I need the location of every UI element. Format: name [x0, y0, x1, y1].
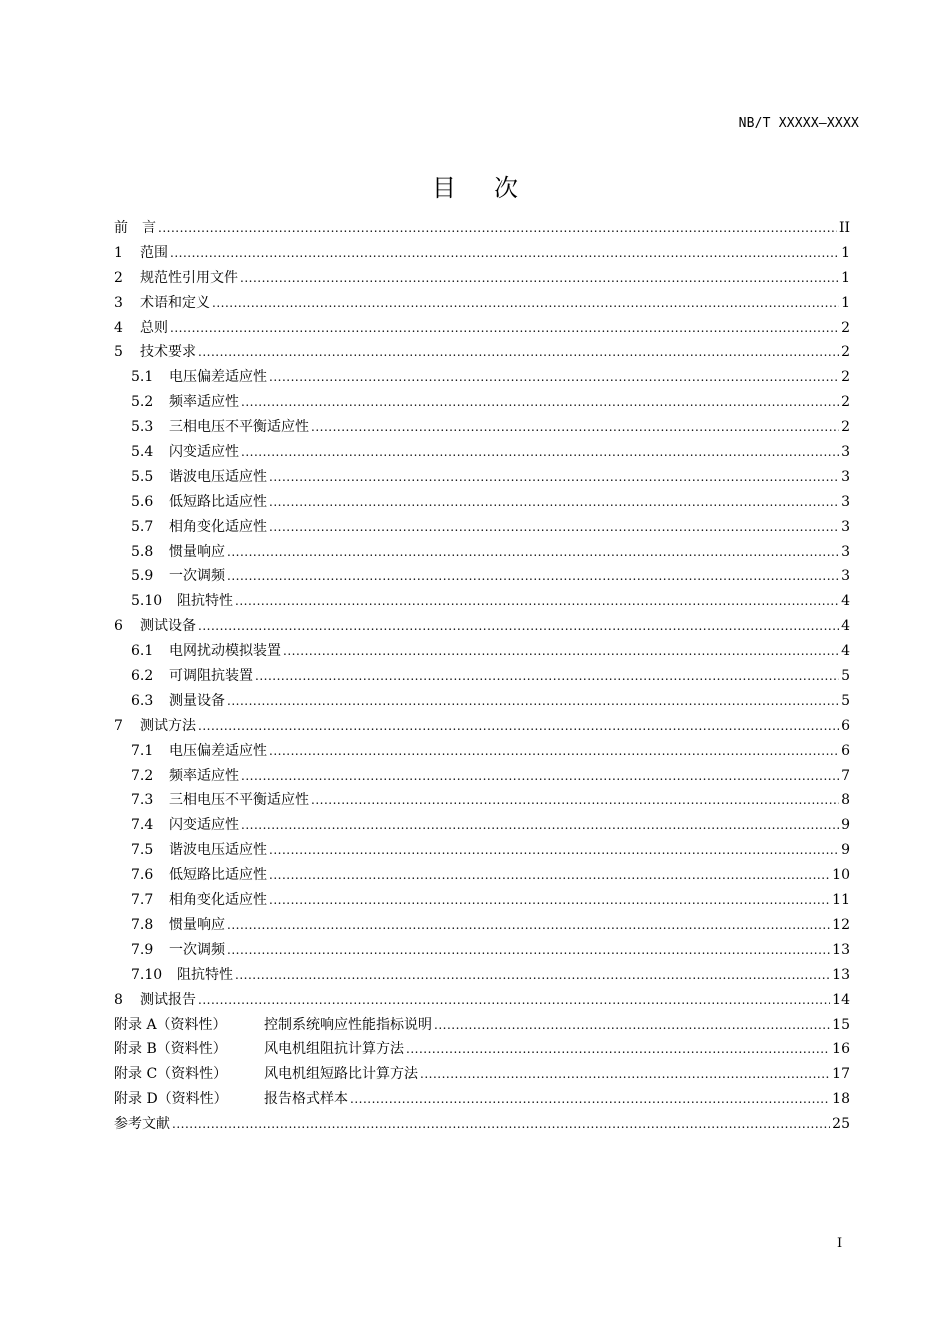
- toc-entry-page: 6: [841, 717, 850, 734]
- toc-entry-label: 频率适应性: [169, 394, 239, 411]
- toc-entry-label: 规范性引用文件: [140, 269, 238, 286]
- toc-entry-label: 测量设备: [169, 692, 225, 709]
- toc-entry-label: 报告格式样本: [264, 1091, 348, 1108]
- toc-entry-page: 13: [832, 941, 850, 958]
- toc-entry[interactable]: [114, 664, 850, 689]
- toc-entry-page: 2: [841, 369, 850, 386]
- toc-entry[interactable]: [114, 515, 850, 540]
- toc-entry-label: 术语和定义: [140, 294, 210, 311]
- toc-entry-number: 7.6: [131, 867, 154, 884]
- toc-entry[interactable]: [114, 1013, 850, 1038]
- toc-leader-dots: [241, 764, 839, 789]
- toc-entry-number: 附录 A（资料性）: [114, 1016, 227, 1033]
- toc-entry-label: 闪变适应性: [169, 444, 239, 461]
- toc-entry-label: 相角变化适应性: [169, 518, 267, 535]
- toc-leader-dots: [227, 913, 830, 938]
- toc-entry-number: 5: [114, 344, 123, 361]
- toc-entry-label: 风电机组阻抗计算方法: [264, 1041, 404, 1058]
- toc-entry-page: 1: [841, 294, 850, 311]
- toc-entry[interactable]: [114, 813, 850, 838]
- toc-leader-dots: [406, 1037, 830, 1062]
- toc-entry[interactable]: [114, 365, 850, 390]
- toc-leader-dots: [269, 465, 839, 490]
- toc-entry-label: 三相电压不平衡适应性: [169, 792, 309, 809]
- toc-leader-dots: [212, 291, 839, 316]
- toc-leader-dots: [227, 938, 830, 963]
- toc-leader-dots: [269, 863, 830, 888]
- toc-entry[interactable]: [114, 564, 850, 589]
- toc-entry[interactable]: [114, 614, 850, 639]
- standard-code: NB/T XXXXX—XXXX: [738, 116, 859, 131]
- toc-entry-page: 17: [832, 1066, 850, 1083]
- toc-entry-number: 6.2: [131, 668, 154, 685]
- toc-leader-dots: [198, 614, 839, 639]
- toc-leader-dots: [269, 739, 839, 764]
- toc-entry-label: 范围: [140, 244, 168, 261]
- toc-entry-number: 4: [114, 319, 123, 336]
- toc-leader-dots: [227, 540, 839, 565]
- toc-leader-dots: [170, 241, 839, 266]
- toc-entry[interactable]: [114, 291, 850, 316]
- toc-entry-label: 参考文献: [114, 1116, 170, 1133]
- toc-entry-number: 6.1: [131, 643, 154, 660]
- toc-entry-page: 5: [841, 692, 850, 709]
- toc-entry-label: 测试报告: [140, 991, 196, 1008]
- toc-entry[interactable]: [114, 465, 850, 490]
- toc-entry-page: 14: [832, 991, 850, 1008]
- toc-entry[interactable]: [114, 316, 850, 341]
- toc-leader-dots: [198, 714, 839, 739]
- toc-leader-dots: [235, 589, 839, 614]
- toc-leader-dots: [227, 689, 839, 714]
- toc-entry[interactable]: [114, 689, 850, 714]
- toc-leader-dots: [269, 515, 839, 540]
- toc-entry-number: 8: [114, 991, 123, 1008]
- toc-entry-page: 3: [841, 543, 850, 560]
- toc-entry-number: 2: [114, 269, 123, 286]
- toc-entry[interactable]: [114, 1112, 850, 1137]
- toc-entry-number: 7.7: [131, 892, 154, 909]
- page-title: 目次: [432, 174, 556, 202]
- toc-entry-number: 7.3: [131, 792, 154, 809]
- toc-entry-number: 5.8: [131, 543, 154, 560]
- toc-entry-label: 一次调频: [169, 568, 225, 585]
- toc-entry-number: 附录 D（资料性）: [114, 1091, 228, 1108]
- toc-entry-page: 11: [832, 892, 850, 909]
- toc-entry-label: 惯量响应: [169, 543, 225, 560]
- toc-entry-page: 2: [841, 319, 850, 336]
- toc-entry-label: 测试设备: [140, 618, 196, 635]
- toc-leader-dots: [269, 888, 830, 913]
- toc-leader-dots: [198, 988, 830, 1013]
- toc-entry-number: 附录 B（资料性）: [114, 1041, 227, 1058]
- page-number: I: [837, 1236, 843, 1251]
- toc-entry-page: 18: [832, 1091, 850, 1108]
- toc-entry-page: 15: [832, 1016, 850, 1033]
- toc-entry-page: 1: [841, 244, 850, 261]
- toc-entry-number: 7.10: [131, 966, 163, 983]
- toc-entry[interactable]: [114, 888, 850, 913]
- toc-leader-dots: [241, 813, 839, 838]
- toc-leader-dots: [350, 1087, 830, 1112]
- toc-entry-number: 5.2: [131, 394, 154, 411]
- toc-entry[interactable]: [114, 266, 850, 291]
- toc-entry-label: 前 言: [114, 220, 156, 236]
- toc-entry-number: 7.1: [131, 742, 154, 759]
- toc-leader-dots: [434, 1013, 830, 1038]
- toc-entry-label: 技术要求: [140, 344, 196, 361]
- toc-entry-label: 闪变适应性: [169, 817, 239, 834]
- toc-entry-page: 1: [841, 269, 850, 286]
- toc-entry-page: 10: [832, 867, 850, 884]
- toc-entry-page: 16: [832, 1041, 850, 1058]
- toc-leader-dots: [269, 365, 839, 390]
- toc-entry-page: 3: [841, 444, 850, 461]
- toc-leader-dots: [283, 639, 839, 664]
- toc-entry-page: 5: [841, 668, 850, 685]
- toc-leader-dots: [172, 1112, 830, 1137]
- toc-entry[interactable]: [114, 390, 850, 415]
- toc-entry-number: 7.9: [131, 941, 154, 958]
- toc-entry-number: 7.5: [131, 842, 154, 859]
- toc-leader-dots: [269, 490, 839, 515]
- toc-entry-page: 12: [832, 916, 850, 933]
- toc-entry-number: 5.4: [131, 444, 154, 461]
- toc-entry-page: 3: [841, 568, 850, 585]
- toc-entry-page: 3: [841, 468, 850, 485]
- toc-entry-page: II: [838, 220, 850, 236]
- toc-leader-dots: [198, 340, 839, 365]
- toc-entry-page: 8: [841, 792, 850, 809]
- toc-entry-page: 4: [841, 618, 850, 635]
- toc-leader-dots: [235, 963, 830, 988]
- toc-entry[interactable]: [114, 1087, 850, 1112]
- toc-leader-dots: [420, 1062, 830, 1087]
- toc-entry-label: 谐波电压适应性: [169, 468, 267, 485]
- toc-entry-number: 5.5: [131, 468, 154, 485]
- toc-leader-dots: [241, 440, 839, 465]
- toc-entry-label: 电网扰动模拟装置: [169, 643, 281, 660]
- toc-entry[interactable]: [114, 913, 850, 938]
- toc-entry-label: 电压偏差适应性: [169, 742, 267, 759]
- toc-entry-page: 2: [841, 419, 850, 436]
- table-of-contents: [114, 216, 850, 1137]
- toc-entry-label: 相角变化适应性: [169, 892, 267, 909]
- toc-leader-dots: [269, 838, 839, 863]
- toc-entry-label: 阻抗特性: [177, 966, 233, 983]
- toc-entry[interactable]: [114, 764, 850, 789]
- toc-entry-page: 3: [841, 493, 850, 510]
- toc-entry-number: 7.2: [131, 767, 154, 784]
- toc-entry-page: 25: [832, 1116, 850, 1133]
- toc-entry[interactable]: [114, 540, 850, 565]
- toc-entry[interactable]: [114, 788, 850, 813]
- toc-entry[interactable]: [114, 589, 850, 614]
- toc-entry[interactable]: [114, 415, 850, 440]
- toc-entry-label: 三相电压不平衡适应性: [169, 419, 309, 436]
- toc-entry-label: 可调阻抗装置: [169, 668, 253, 685]
- toc-entry[interactable]: [114, 714, 850, 739]
- toc-entry-label: 测试方法: [140, 717, 196, 734]
- toc-entry-number: 5.7: [131, 518, 154, 535]
- toc-entry-number: 5.1: [131, 369, 154, 386]
- toc-entry[interactable]: [114, 1037, 850, 1062]
- toc-entry-number: 5.10: [131, 593, 163, 610]
- toc-entry[interactable]: [114, 440, 850, 465]
- toc-leader-dots: [311, 415, 839, 440]
- toc-entry-label: 控制系统响应性能指标说明: [264, 1016, 432, 1033]
- toc-entry-number: 7: [114, 717, 123, 734]
- toc-leader-dots: [311, 788, 839, 813]
- toc-entry-page: 13: [832, 966, 850, 983]
- toc-entry[interactable]: [114, 241, 850, 266]
- toc-entry[interactable]: [114, 838, 850, 863]
- toc-entry-label: 电压偏差适应性: [169, 369, 267, 386]
- toc-entry-label: 频率适应性: [169, 767, 239, 784]
- toc-leader-dots: [158, 216, 837, 241]
- toc-entry-page: 9: [841, 817, 850, 834]
- toc-entry-label: 低短路比适应性: [169, 867, 267, 884]
- toc-entry-number: 1: [114, 244, 123, 261]
- toc-entry-number: 7.8: [131, 916, 154, 933]
- toc-entry[interactable]: [114, 938, 850, 963]
- toc-entry[interactable]: [114, 863, 850, 888]
- toc-entry-label: 一次调频: [169, 941, 225, 958]
- toc-entry[interactable]: [114, 1062, 850, 1087]
- toc-entry[interactable]: [114, 490, 850, 515]
- toc-entry-page: 2: [841, 344, 850, 361]
- toc-entry[interactable]: [114, 963, 850, 988]
- toc-entry-label: 阻抗特性: [177, 593, 233, 610]
- toc-entry-label: 谐波电压适应性: [169, 842, 267, 859]
- toc-leader-dots: [241, 390, 839, 415]
- toc-entry-page: 7: [841, 767, 850, 784]
- toc-entry-page: 4: [841, 593, 850, 610]
- toc-entry-number: 5.6: [131, 493, 154, 510]
- toc-entry[interactable]: [114, 216, 850, 241]
- toc-entry[interactable]: [114, 988, 850, 1013]
- toc-entry-number: 6.3: [131, 692, 154, 709]
- toc-entry-number: 5.3: [131, 419, 154, 436]
- toc-entry-number: 6: [114, 618, 123, 635]
- toc-entry-number: 5.9: [131, 568, 154, 585]
- toc-entry-number: 7.4: [131, 817, 154, 834]
- toc-leader-dots: [255, 664, 839, 689]
- toc-entry-page: 2: [841, 394, 850, 411]
- toc-entry-label: 低短路比适应性: [169, 493, 267, 510]
- toc-entry[interactable]: [114, 639, 850, 664]
- toc-entry-page: 4: [841, 643, 850, 660]
- toc-entry-number: 3: [114, 294, 123, 311]
- toc-entry-page: 9: [841, 842, 850, 859]
- toc-leader-dots: [170, 316, 839, 341]
- toc-entry[interactable]: [114, 340, 850, 365]
- toc-entry-label: 总则: [140, 319, 168, 336]
- toc-entry-number: 附录 C（资料性）: [114, 1066, 228, 1083]
- toc-leader-dots: [240, 266, 839, 291]
- toc-entry[interactable]: [114, 739, 850, 764]
- toc-leader-dots: [227, 564, 839, 589]
- toc-entry-page: 6: [841, 742, 850, 759]
- toc-entry-label: 惯量响应: [169, 916, 225, 933]
- toc-entry-page: 3: [841, 518, 850, 535]
- toc-entry-label: 风电机组短路比计算方法: [264, 1066, 418, 1083]
